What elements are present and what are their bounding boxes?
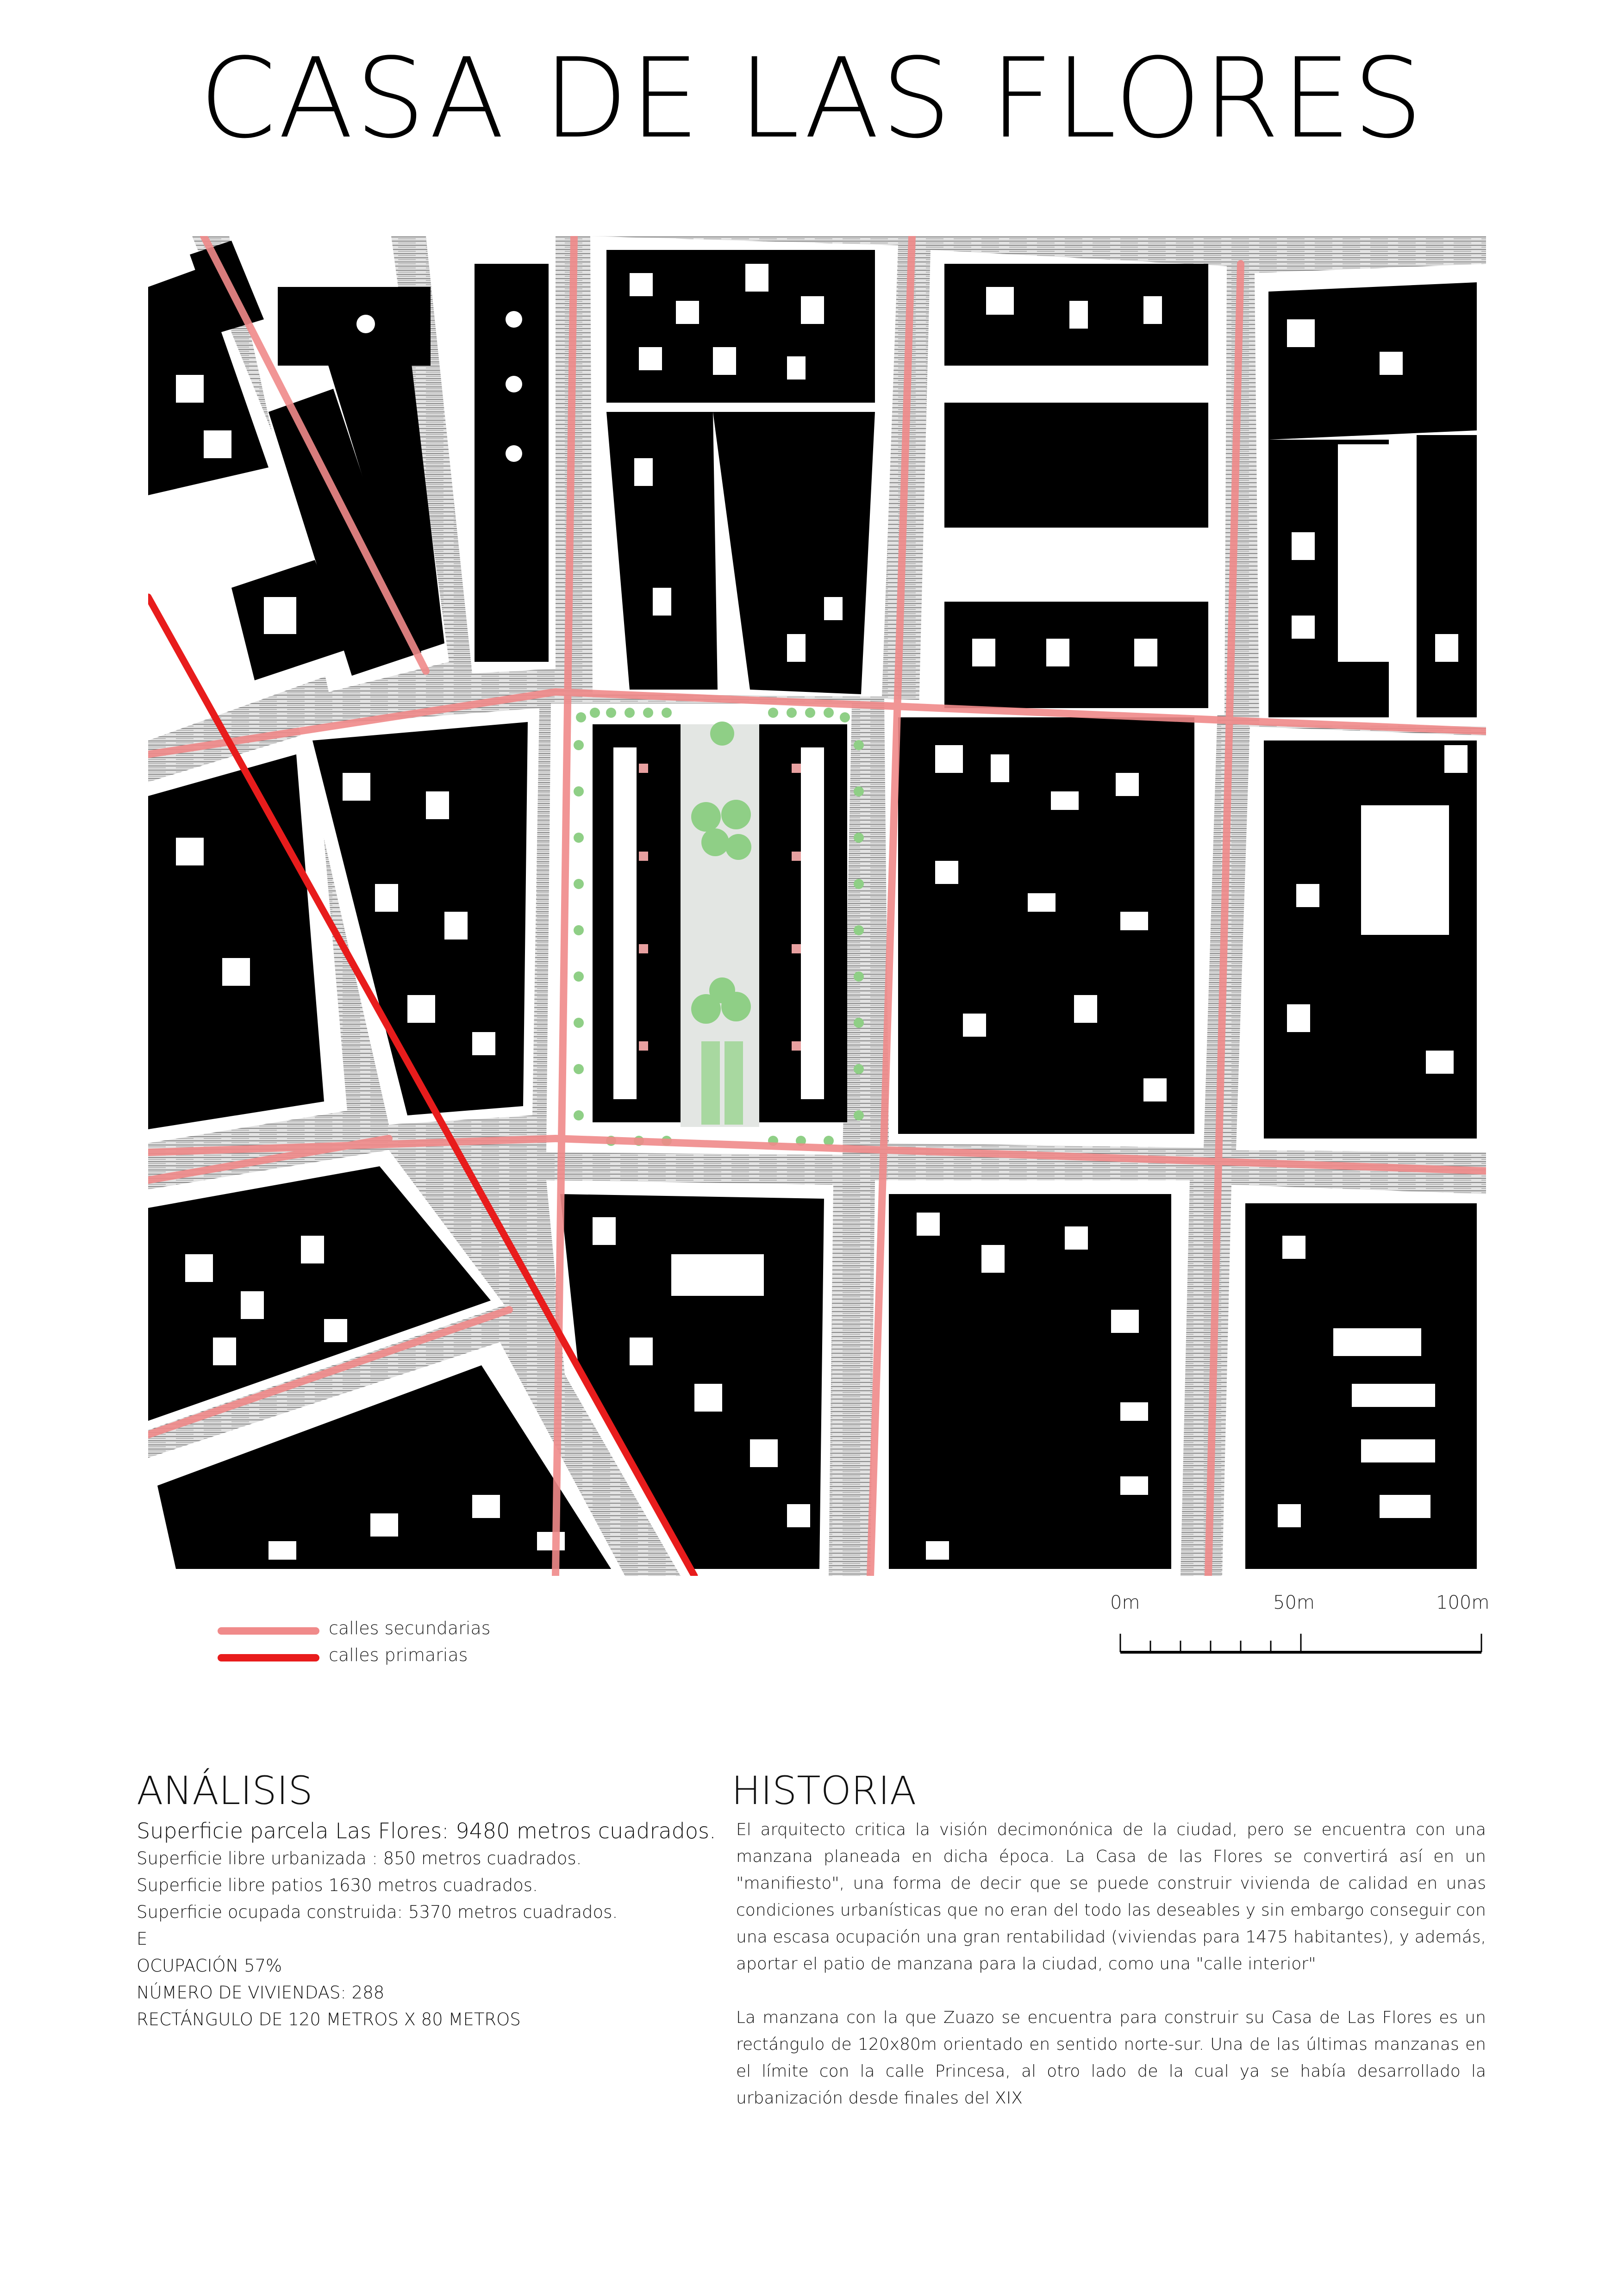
history-heading: HISTORIA [731, 1768, 917, 1813]
analysis-heading: ANÁLISIS [137, 1768, 313, 1813]
analysis-line: Superficie libre urbanizada : 850 metros cuadrados. [137, 1848, 582, 1868]
scale-bar [1106, 1592, 1491, 1666]
analysis-line: RECTÁNGULO DE 120 METROS X 80 METROS [137, 2010, 521, 2029]
scale-label-0: 0m [1110, 1592, 1140, 1613]
street-legend [218, 1615, 588, 1675]
history-paragraph: El arquitecto critica la visión decimonónica de la ciudad, pero se encuentra con una manzana planeada en dicha época. La Casa de las Flores se convertirá así en un "manifiesto", una forma de decir que se puede construir vivienda de calidad en unas condiciones urbanísticas que no eran del todo las deseables y sin embargo conseguir con una escasa ocupación una gran rentabilidad (viviendas para 1475 habitantes), y además, aportar el patio de manzana para la ciudad, como una "calle interior" [736, 1820, 1486, 1973]
legend-primary-swatch [218, 1654, 319, 1661]
analysis-lead: Superficie parcela Las Flores: 9480 metros cuadrados. [137, 1818, 716, 1843]
scale-label-100: 100m [1436, 1592, 1490, 1613]
history-paragraph: La manzana con la que Zuazo se encuentra para construir su Casa de Las Flores es un rectángulo de 120x80m orientado en sentido norte-sur. Una de las últimas manzanas en el límite con la calle Princesa, al otro lado de la cual ya se había desarrollado la urbanización desde finales del XIX [736, 2008, 1486, 2108]
analysis-line: Superficie ocupada construida: 5370 metros cuadrados. [137, 1902, 618, 1922]
legend-secondary-label: calles secundarias [329, 1618, 491, 1638]
analysis-section [137, 1817, 715, 2033]
site-plan-map [148, 236, 1486, 1576]
analysis-line: NÚMERO DE VIVIENDAS: 288 [137, 1983, 385, 2003]
legend-secondary-swatch [218, 1627, 319, 1635]
page-title: CASA DE LAS FLORES [199, 35, 1425, 163]
scale-label-50: 50m [1273, 1592, 1315, 1613]
scale-ruler [1106, 1592, 1491, 1666]
legend-primary-label: calles primarias [329, 1645, 468, 1665]
analysis-line: Superficie libre patios 1630 metros cuadrados. [137, 1875, 538, 1895]
legend-secondary [218, 1615, 588, 1643]
analysis-line: E [137, 1929, 148, 1949]
casa-flores-garden [681, 722, 759, 1127]
analysis-line: OCUPACIÓN 57% [137, 1956, 282, 1976]
history-section [736, 1817, 1486, 2139]
legend-primary [218, 1642, 588, 1670]
